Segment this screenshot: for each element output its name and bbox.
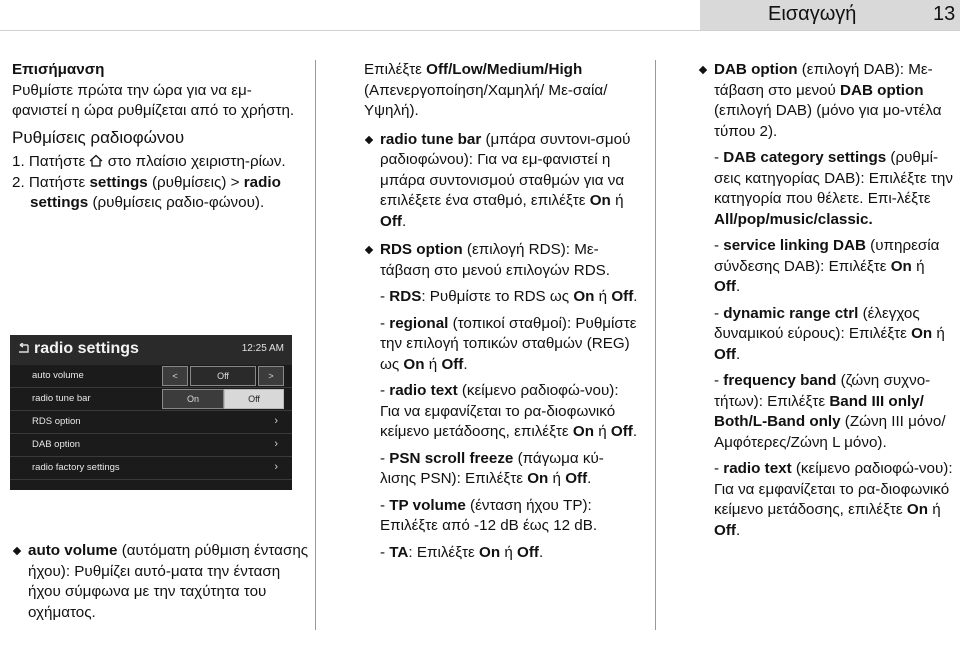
step-1	[12, 152, 297, 173]
text: ή	[428, 355, 438, 373]
text: (έλεγχος δυναμικού εύρους): Επιλέξτε	[714, 304, 920, 342]
step-2-text-b: (ρυθμίσεις) >	[151, 173, 240, 191]
term: radio text	[723, 460, 792, 477]
off-term: Off	[517, 543, 539, 561]
off-term: Off	[610, 423, 633, 440]
text: (μπάρα συντονι-σμού ραδιοφώνου): Για να εμ-φανιστεί η μπάρα συντονισμού σταθμών για να επιλέξετε ένα σταθμό, επιλέξτε	[380, 130, 631, 209]
text: : Επιλέξτε	[408, 543, 475, 561]
text: ή	[552, 470, 561, 487]
term: regional	[389, 314, 449, 332]
step-2-number: 2.	[12, 173, 25, 191]
auto-volume-value: Off	[190, 366, 256, 386]
chevron-right-icon: ›	[274, 415, 278, 427]
text: (ένταση ήχου TP): Επιλέξτε από -12 dB έως 12 dB.	[380, 496, 598, 534]
text: (επιλογή RDS): Με-τάβαση στο μενού επιλογών RDS.	[380, 241, 611, 279]
term: DAB option	[840, 81, 924, 99]
off-term: Off	[380, 212, 402, 230]
section-heading: Ρυθμίσεις ραδιοφώνου	[12, 127, 185, 147]
term: RDS option	[380, 241, 463, 258]
term: service linking DAB	[723, 237, 866, 254]
text: ή	[936, 325, 945, 342]
screen-title: radio settings	[34, 340, 139, 357]
term: RDS	[389, 288, 422, 305]
on-term: On	[589, 192, 611, 209]
off-term: Off	[611, 288, 634, 305]
row-radio-factory-settings	[10, 457, 292, 480]
category-options-term: All/pop/music/classic.	[714, 210, 873, 228]
off-term: Off	[714, 278, 736, 295]
chapter-title: Εισαγωγή	[768, 3, 857, 25]
step-1-text-b: στο πλαίσιο χειριστη-ρίων.	[107, 153, 286, 170]
column-divider-1	[315, 60, 316, 630]
radio-settings-screenshot	[10, 335, 292, 490]
text: ή	[615, 192, 624, 209]
auto-volume-term: auto volume	[28, 542, 118, 559]
sub-radio-text: - radio text (κείμενο ραδιοφώ-νου): Για να εμφανίζεται το ρα-διοφωνικό κείμενο μετάδοσης, επιλέξτε On ή Off.	[714, 460, 953, 539]
step-1-text-a: Πατήστε	[28, 153, 86, 170]
on-term: On	[527, 470, 549, 487]
text: (επιλογή DAB) (μόνο για μο-ντέλα τύπου 2).	[714, 102, 942, 140]
sub-radio-text: - radio text (κείμενο ραδιοφώ-νου): Για να εμφανίζεται το ρα-διοφωνικό κείμενο μετάδοσης, επιλέξτε On ή Off.	[380, 382, 638, 440]
row-auto-volume	[10, 365, 292, 388]
term: DAB option	[714, 61, 798, 78]
text: ή	[932, 501, 941, 518]
term: TP volume	[389, 496, 466, 514]
chevron-right-icon: ›	[274, 461, 278, 473]
step-2-text-a: Πατήστε	[28, 173, 86, 191]
text: ή	[598, 288, 608, 305]
on-term: On	[911, 325, 933, 342]
term: PSN scroll freeze	[389, 449, 514, 467]
home-icon	[89, 154, 103, 167]
band-options-term: Band III only/ Both/L-Band only	[714, 392, 924, 430]
off-term: Off	[714, 345, 736, 363]
off-term: Off	[714, 521, 736, 539]
step-2-text-c: (ρυθμίσεις ραδιο-φώνου).	[92, 194, 265, 211]
row-label: DAB option	[32, 439, 81, 450]
tune-off-button: Off	[224, 389, 284, 409]
row-radio-tune-bar	[10, 388, 292, 411]
column-3	[698, 60, 953, 541]
volume-levels-term: Off/Low/Medium/High	[426, 61, 583, 78]
text: ή	[916, 257, 925, 275]
text: ή	[598, 423, 607, 440]
volume-options	[364, 60, 639, 122]
on-term: On	[573, 288, 595, 305]
on-term: On	[403, 355, 425, 373]
row-label: radio factory settings	[32, 462, 120, 473]
bullet-radio-tune-bar: radio tune bar (μπάρα συντονι-σμού ραδιοφώνου): Για να εμ-φανιστεί η μπάρα συντονισμού σταθμών για να επιλέξετε ένα σταθμό, επιλέξτε On ή Off.	[364, 130, 639, 233]
sub-rds: - RDS: Ρυθμίστε το RDS ως On ή Off.	[380, 288, 638, 305]
radio-settings-term: radio settings	[30, 173, 281, 211]
note-title: Επισήμανση	[12, 61, 105, 78]
tune-on-button: On	[162, 389, 224, 409]
sub-dab-category: - DAB category settings (ρυθμί-σεις κατηγορίας DAB): Επιλέξτε την κατηγορία που θέλετε. Επι-λέξτε All/pop/music/classic.	[714, 149, 953, 228]
chevron-right-icon: ›	[274, 438, 278, 450]
text: (ρυθμί-σεις κατηγορίας DAB): Επιλέξτε την κατηγορία που θέλετε. Επι-λέξτε	[714, 149, 953, 207]
term: TA	[389, 543, 409, 561]
text: (υπηρεσία σύνδεσης DAB): Επιλέξτε	[714, 237, 940, 275]
step-2	[12, 173, 297, 214]
back-arrow-icon	[16, 343, 30, 355]
sub-service-linking: - service linking DAB (υπηρεσία σύνδεσης DAB): Επιλέξτε On ή Off.	[714, 237, 940, 295]
settings-term: settings	[89, 173, 148, 191]
auto-volume-text: (αυτόματη ρύθμιση έντασης ήχου): Ρυθμίζει αυτό-ματα την ένταση ήχου σύμφωνα με την ταχύτητα του οχήματος.	[28, 542, 309, 621]
text: Επιλέξτε	[364, 61, 422, 78]
on-term: On	[479, 543, 501, 561]
on-term: On	[890, 257, 912, 275]
row-label: radio tune bar	[32, 393, 91, 404]
note-text: Ρυθμίστε πρώτα την ώρα για να εμ-φανιστεί η ώρα ρυθμίζεται από το χρήστη.	[12, 81, 295, 119]
bullet-auto-volume	[12, 541, 313, 623]
next-arrow-button: >	[258, 366, 284, 386]
screen-clock: 12:25 AM	[241, 343, 284, 354]
term: radio text	[389, 382, 458, 399]
sub-tp-volume: - TP volume (ένταση ήχου TP): Επιλέξτε από -12 dB έως 12 dB.	[380, 496, 598, 534]
step-1-number: 1.	[12, 153, 25, 170]
on-term: On	[572, 423, 594, 440]
column-2	[364, 60, 639, 563]
text: (Ζώνη III μόνο/Αμφότερες/Ζώνη L μόνο).	[714, 413, 946, 451]
text: (τοπικοί σταθμοί): Ρυθμίστε την επιλογή τοπικών σταθμών (REG) ως	[380, 314, 637, 373]
sub-regional: - regional (τοπικοί σταθμοί): Ρυθμίστε την επιλογή τοπικών σταθμών (REG) ως On ή Off.	[380, 314, 637, 373]
off-term: Off	[441, 355, 464, 373]
page-number: 13	[933, 3, 956, 25]
term: dynamic range ctrl	[723, 304, 859, 322]
text: (επιλογή DAB): Με-τάβαση στο μενού	[714, 61, 933, 99]
text: (ζώνη συχνο-τήτων): Επιλέξτε	[714, 372, 931, 410]
text: ή	[504, 543, 513, 561]
text: (πάγωμα κύ-λισης PSN): Επιλέξτε	[380, 449, 604, 487]
prev-arrow-button: <	[162, 366, 188, 386]
bullet-rds-option	[364, 240, 639, 281]
text: (κείμενο ραδιοφώ-νου): Για να εμφανίζεται το ρα-διοφωνικό κείμενο μετάδοσης, επιλέξτε	[380, 382, 619, 440]
text: : Ρυθμίστε το RDS ως	[421, 288, 570, 305]
term: frequency band	[723, 372, 837, 389]
text: (κείμενο ραδιοφώ-νου): Για να εμφανίζεται το ρα-διοφωνικό κείμενο μετάδοσης, επιλέξτε	[714, 460, 953, 518]
term: DAB category settings	[723, 149, 887, 166]
column-divider-2	[655, 60, 656, 630]
row-dab-option	[10, 434, 292, 457]
on-term: On	[906, 501, 928, 518]
off-term: Off	[565, 470, 588, 487]
row-rds-option	[10, 411, 292, 434]
term: radio tune bar	[380, 130, 482, 148]
sub-psn: - PSN scroll freeze (πάγωμα κύ-λισης PSN): Επιλέξτε On ή Off.	[380, 449, 604, 487]
sub-frequency-band: - frequency band (ζώνη συχνο-τήτων): Επιλέξτε Band III only/ Both/L-Band only (Ζώνη III μόνο/Αμφότερες/Ζώνη L μόνο).	[714, 372, 946, 451]
row-label: auto volume	[32, 370, 84, 381]
sub-dynamic-range: - dynamic range ctrl (έλεγχος δυναμικού εύρους): Επιλέξτε On ή Off.	[714, 304, 945, 363]
text: (Απενεργοποίηση/Χαμηλή/ Με-σαία/Υψηλή).	[364, 81, 608, 119]
row-label: RDS option	[32, 416, 81, 427]
sub-ta: - TA: Επιλέξτε On ή Off.	[380, 543, 544, 561]
bullet-dab-option	[698, 60, 953, 142]
